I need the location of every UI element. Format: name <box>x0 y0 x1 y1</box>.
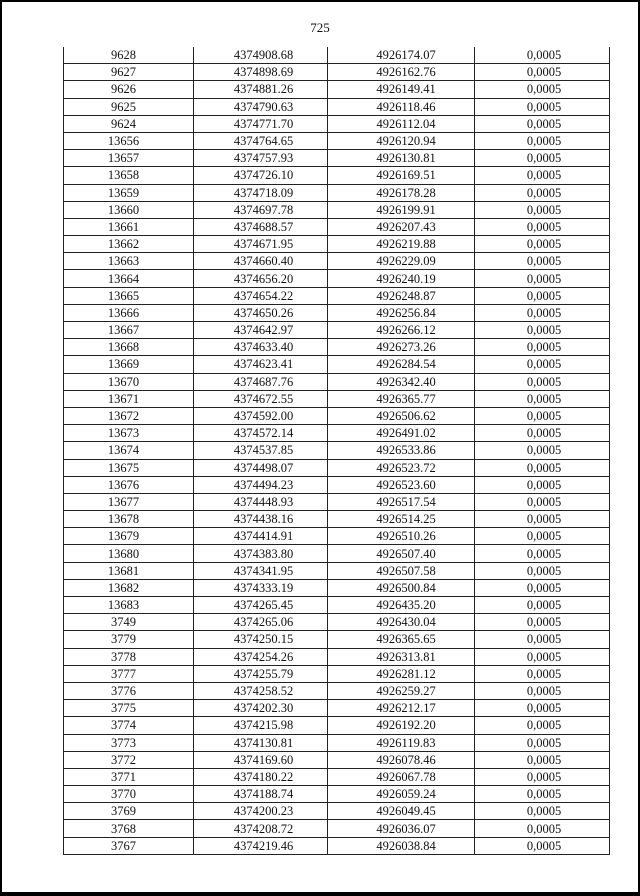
point-number-cell: 13666 <box>64 304 194 321</box>
tolerance-cell: 0,0005 <box>475 528 610 545</box>
tolerance-cell: 0,0005 <box>475 476 610 493</box>
y-coordinate-cell: 4926435.20 <box>328 597 475 614</box>
point-number-cell: 13667 <box>64 322 194 339</box>
tolerance-cell: 0,0005 <box>475 700 610 717</box>
tolerance-cell: 0,0005 <box>475 717 610 734</box>
y-coordinate-cell: 4926514.25 <box>328 511 475 528</box>
table-body <box>64 47 610 854</box>
table-row <box>64 631 610 648</box>
document-page <box>2 2 638 892</box>
x-coordinate-cell: 4374642.97 <box>194 322 328 339</box>
x-coordinate-cell: 4374265.06 <box>194 614 328 631</box>
point-number-cell: 13679 <box>64 528 194 545</box>
point-number-cell: 13680 <box>64 545 194 562</box>
table-row <box>64 493 610 510</box>
point-number-cell: 3772 <box>64 751 194 768</box>
y-coordinate-cell: 4926119.83 <box>328 734 475 751</box>
table-row <box>64 184 610 201</box>
table-row <box>64 734 610 751</box>
x-coordinate-cell: 4374494.23 <box>194 476 328 493</box>
point-number-cell: 3779 <box>64 631 194 648</box>
y-coordinate-cell: 4926266.12 <box>328 322 475 339</box>
y-coordinate-cell: 4926078.46 <box>328 751 475 768</box>
point-number-cell: 13676 <box>64 476 194 493</box>
point-number-cell: 13665 <box>64 287 194 304</box>
x-coordinate-cell: 4374764.65 <box>194 132 328 149</box>
tolerance-cell: 0,0005 <box>475 339 610 356</box>
tolerance-cell: 0,0005 <box>475 304 610 321</box>
y-coordinate-cell: 4926036.07 <box>328 820 475 837</box>
x-coordinate-cell: 4374672.55 <box>194 390 328 407</box>
table-row <box>64 81 610 98</box>
table-row <box>64 425 610 442</box>
tolerance-cell: 0,0005 <box>475 579 610 596</box>
tolerance-cell: 0,0005 <box>475 442 610 459</box>
x-coordinate-cell: 4374202.30 <box>194 700 328 717</box>
tolerance-cell: 0,0005 <box>475 682 610 699</box>
y-coordinate-cell: 4926067.78 <box>328 768 475 785</box>
point-number-cell: 13672 <box>64 407 194 424</box>
table-row <box>64 614 610 631</box>
point-number-cell: 3769 <box>64 803 194 820</box>
point-number-cell: 13660 <box>64 201 194 218</box>
y-coordinate-cell: 4926491.02 <box>328 425 475 442</box>
table-row <box>64 373 610 390</box>
tolerance-cell: 0,0005 <box>475 322 610 339</box>
y-coordinate-cell: 4926506.62 <box>328 407 475 424</box>
tolerance-cell: 0,0005 <box>475 597 610 614</box>
x-coordinate-cell: 4374414.91 <box>194 528 328 545</box>
table-row <box>64 150 610 167</box>
table-row <box>64 648 610 665</box>
x-coordinate-cell: 4374656.20 <box>194 270 328 287</box>
y-coordinate-cell: 4926059.24 <box>328 786 475 803</box>
point-number-cell: 13659 <box>64 184 194 201</box>
x-coordinate-cell: 4374498.07 <box>194 459 328 476</box>
tolerance-cell: 0,0005 <box>475 132 610 149</box>
table-row <box>64 820 610 837</box>
tolerance-cell: 0,0005 <box>475 545 610 562</box>
point-number-cell: 13683 <box>64 597 194 614</box>
point-number-cell: 3776 <box>64 682 194 699</box>
table-row <box>64 597 610 614</box>
point-number-cell: 13670 <box>64 373 194 390</box>
tolerance-cell: 0,0005 <box>475 768 610 785</box>
x-coordinate-cell: 4374726.10 <box>194 167 328 184</box>
x-coordinate-cell: 4374265.45 <box>194 597 328 614</box>
point-number-cell: 13675 <box>64 459 194 476</box>
tolerance-cell: 0,0005 <box>475 734 610 751</box>
y-coordinate-cell: 4926118.46 <box>328 98 475 115</box>
point-number-cell: 13678 <box>64 511 194 528</box>
table-row <box>64 682 610 699</box>
y-coordinate-cell: 4926120.94 <box>328 132 475 149</box>
table-row <box>64 201 610 218</box>
y-coordinate-cell: 4926281.12 <box>328 665 475 682</box>
tolerance-cell: 0,0005 <box>475 631 610 648</box>
table-row <box>64 339 610 356</box>
y-coordinate-cell: 4926500.84 <box>328 579 475 596</box>
x-coordinate-cell: 4374537.85 <box>194 442 328 459</box>
y-coordinate-cell: 4926365.65 <box>328 631 475 648</box>
y-coordinate-cell: 4926523.72 <box>328 459 475 476</box>
table-row <box>64 253 610 270</box>
point-number-cell: 13656 <box>64 132 194 149</box>
x-coordinate-cell: 4374333.19 <box>194 579 328 596</box>
y-coordinate-cell: 4926523.60 <box>328 476 475 493</box>
y-coordinate-cell: 4926219.88 <box>328 236 475 253</box>
x-coordinate-cell: 4374650.26 <box>194 304 328 321</box>
y-coordinate-cell: 4926256.84 <box>328 304 475 321</box>
table-row <box>64 768 610 785</box>
tolerance-cell: 0,0005 <box>475 390 610 407</box>
y-coordinate-cell: 4926240.19 <box>328 270 475 287</box>
tolerance-cell: 0,0005 <box>475 493 610 510</box>
x-coordinate-cell: 4374169.60 <box>194 751 328 768</box>
x-coordinate-cell: 4374697.78 <box>194 201 328 218</box>
y-coordinate-cell: 4926174.07 <box>328 47 475 64</box>
y-coordinate-cell: 4926342.40 <box>328 373 475 390</box>
table-row <box>64 270 610 287</box>
tolerance-cell: 0,0005 <box>475 751 610 768</box>
tolerance-cell: 0,0005 <box>475 201 610 218</box>
table-row <box>64 218 610 235</box>
tolerance-cell: 0,0005 <box>475 47 610 64</box>
point-number-cell: 13661 <box>64 218 194 235</box>
point-number-cell: 13677 <box>64 493 194 510</box>
tolerance-cell: 0,0005 <box>475 253 610 270</box>
x-coordinate-cell: 4374771.70 <box>194 115 328 132</box>
point-number-cell: 13681 <box>64 562 194 579</box>
table-row <box>64 700 610 717</box>
tolerance-cell: 0,0005 <box>475 665 610 682</box>
x-coordinate-cell: 4374757.93 <box>194 150 328 167</box>
x-coordinate-cell: 4374215.98 <box>194 717 328 734</box>
table-row <box>64 304 610 321</box>
table-row <box>64 545 610 562</box>
y-coordinate-cell: 4926510.26 <box>328 528 475 545</box>
y-coordinate-cell: 4926149.41 <box>328 81 475 98</box>
point-number-cell: 3774 <box>64 717 194 734</box>
y-coordinate-cell: 4926162.76 <box>328 64 475 81</box>
tolerance-cell: 0,0005 <box>475 803 610 820</box>
point-number-cell: 3770 <box>64 786 194 803</box>
point-number-cell: 13671 <box>64 390 194 407</box>
point-number-cell: 3767 <box>64 837 194 854</box>
point-number-cell: 3749 <box>64 614 194 631</box>
x-coordinate-cell: 4374654.22 <box>194 287 328 304</box>
x-coordinate-cell: 4374250.15 <box>194 631 328 648</box>
table-row <box>64 390 610 407</box>
tolerance-cell: 0,0005 <box>475 373 610 390</box>
x-coordinate-cell: 4374881.26 <box>194 81 328 98</box>
x-coordinate-cell: 4374255.79 <box>194 665 328 682</box>
tolerance-cell: 0,0005 <box>475 562 610 579</box>
tolerance-cell: 0,0005 <box>475 786 610 803</box>
tolerance-cell: 0,0005 <box>475 356 610 373</box>
tolerance-cell: 0,0005 <box>475 407 610 424</box>
tolerance-cell: 0,0005 <box>475 459 610 476</box>
point-number-cell: 9627 <box>64 64 194 81</box>
x-coordinate-cell: 4374180.22 <box>194 768 328 785</box>
y-coordinate-cell: 4926259.27 <box>328 682 475 699</box>
y-coordinate-cell: 4926199.91 <box>328 201 475 218</box>
tolerance-cell: 0,0005 <box>475 820 610 837</box>
x-coordinate-cell: 4374448.93 <box>194 493 328 510</box>
y-coordinate-cell: 4926313.81 <box>328 648 475 665</box>
table-row <box>64 322 610 339</box>
table-row <box>64 407 610 424</box>
table-row <box>64 751 610 768</box>
table-row <box>64 786 610 803</box>
x-coordinate-cell: 4374592.00 <box>194 407 328 424</box>
point-number-cell: 13669 <box>64 356 194 373</box>
x-coordinate-cell: 4374188.74 <box>194 786 328 803</box>
y-coordinate-cell: 4926169.51 <box>328 167 475 184</box>
table-row <box>64 356 610 373</box>
tolerance-cell: 0,0005 <box>475 98 610 115</box>
x-coordinate-cell: 4374254.26 <box>194 648 328 665</box>
table-row <box>64 115 610 132</box>
table-row <box>64 579 610 596</box>
tolerance-cell: 0,0005 <box>475 648 610 665</box>
x-coordinate-cell: 4374623.41 <box>194 356 328 373</box>
table-row <box>64 64 610 81</box>
x-coordinate-cell: 4374633.40 <box>194 339 328 356</box>
point-number-cell: 13673 <box>64 425 194 442</box>
point-number-cell: 9628 <box>64 47 194 64</box>
tolerance-cell: 0,0005 <box>475 511 610 528</box>
tolerance-cell: 0,0005 <box>475 115 610 132</box>
point-number-cell: 13674 <box>64 442 194 459</box>
point-number-cell: 3777 <box>64 665 194 682</box>
tolerance-cell: 0,0005 <box>475 184 610 201</box>
table-row <box>64 132 610 149</box>
table-row <box>64 167 610 184</box>
table-row <box>64 442 610 459</box>
tolerance-cell: 0,0005 <box>475 425 610 442</box>
table-row <box>64 665 610 682</box>
y-coordinate-cell: 4926192.20 <box>328 717 475 734</box>
y-coordinate-cell: 4926049.45 <box>328 803 475 820</box>
y-coordinate-cell: 4926284.54 <box>328 356 475 373</box>
point-number-cell: 3771 <box>64 768 194 785</box>
point-number-cell: 9626 <box>64 81 194 98</box>
tolerance-cell: 0,0005 <box>475 614 610 631</box>
table-row <box>64 476 610 493</box>
tolerance-cell: 0,0005 <box>475 837 610 854</box>
point-number-cell: 3773 <box>64 734 194 751</box>
point-number-cell: 9625 <box>64 98 194 115</box>
x-coordinate-cell: 4374572.14 <box>194 425 328 442</box>
table-row <box>64 837 610 854</box>
y-coordinate-cell: 4926038.84 <box>328 837 475 854</box>
table-row <box>64 803 610 820</box>
point-number-cell: 13658 <box>64 167 194 184</box>
page-number: 725 <box>310 20 330 35</box>
x-coordinate-cell: 4374219.46 <box>194 837 328 854</box>
table-row <box>64 717 610 734</box>
y-coordinate-cell: 4926507.40 <box>328 545 475 562</box>
x-coordinate-cell: 4374208.72 <box>194 820 328 837</box>
x-coordinate-cell: 4374687.76 <box>194 373 328 390</box>
tolerance-cell: 0,0005 <box>475 236 610 253</box>
table-row <box>64 236 610 253</box>
tolerance-cell: 0,0005 <box>475 167 610 184</box>
y-coordinate-cell: 4926430.04 <box>328 614 475 631</box>
point-number-cell: 3768 <box>64 820 194 837</box>
y-coordinate-cell: 4926507.58 <box>328 562 475 579</box>
table-row <box>64 47 610 64</box>
point-number-cell: 3775 <box>64 700 194 717</box>
x-coordinate-cell: 4374383.80 <box>194 545 328 562</box>
point-number-cell: 13682 <box>64 579 194 596</box>
tolerance-cell: 0,0005 <box>475 150 610 167</box>
tolerance-cell: 0,0005 <box>475 287 610 304</box>
y-coordinate-cell: 4926517.54 <box>328 493 475 510</box>
point-number-cell: 13662 <box>64 236 194 253</box>
y-coordinate-cell: 4926112.04 <box>328 115 475 132</box>
table-row <box>64 98 610 115</box>
point-number-cell: 3778 <box>64 648 194 665</box>
x-coordinate-cell: 4374200.23 <box>194 803 328 820</box>
y-coordinate-cell: 4926207.43 <box>328 218 475 235</box>
tolerance-cell: 0,0005 <box>475 81 610 98</box>
y-coordinate-cell: 4926178.28 <box>328 184 475 201</box>
point-number-cell: 13668 <box>64 339 194 356</box>
x-coordinate-cell: 4374898.69 <box>194 64 328 81</box>
coordinates-table <box>63 47 610 855</box>
x-coordinate-cell: 4374718.09 <box>194 184 328 201</box>
x-coordinate-cell: 4374908.68 <box>194 47 328 64</box>
point-number-cell: 13657 <box>64 150 194 167</box>
x-coordinate-cell: 4374790.63 <box>194 98 328 115</box>
x-coordinate-cell: 4374660.40 <box>194 253 328 270</box>
x-coordinate-cell: 4374671.95 <box>194 236 328 253</box>
point-number-cell: 9624 <box>64 115 194 132</box>
y-coordinate-cell: 4926229.09 <box>328 253 475 270</box>
x-coordinate-cell: 4374130.81 <box>194 734 328 751</box>
table-row <box>64 287 610 304</box>
x-coordinate-cell: 4374688.57 <box>194 218 328 235</box>
tolerance-cell: 0,0005 <box>475 64 610 81</box>
y-coordinate-cell: 4926273.26 <box>328 339 475 356</box>
table-row <box>64 511 610 528</box>
table-row <box>64 562 610 579</box>
table-row <box>64 459 610 476</box>
tolerance-cell: 0,0005 <box>475 218 610 235</box>
point-number-cell: 13664 <box>64 270 194 287</box>
x-coordinate-cell: 4374341.95 <box>194 562 328 579</box>
y-coordinate-cell: 4926248.87 <box>328 287 475 304</box>
y-coordinate-cell: 4926130.81 <box>328 150 475 167</box>
point-number-cell: 13663 <box>64 253 194 270</box>
y-coordinate-cell: 4926365.77 <box>328 390 475 407</box>
tolerance-cell: 0,0005 <box>475 270 610 287</box>
x-coordinate-cell: 4374438.16 <box>194 511 328 528</box>
y-coordinate-cell: 4926212.17 <box>328 700 475 717</box>
x-coordinate-cell: 4374258.52 <box>194 682 328 699</box>
table-row <box>64 528 610 545</box>
y-coordinate-cell: 4926533.86 <box>328 442 475 459</box>
